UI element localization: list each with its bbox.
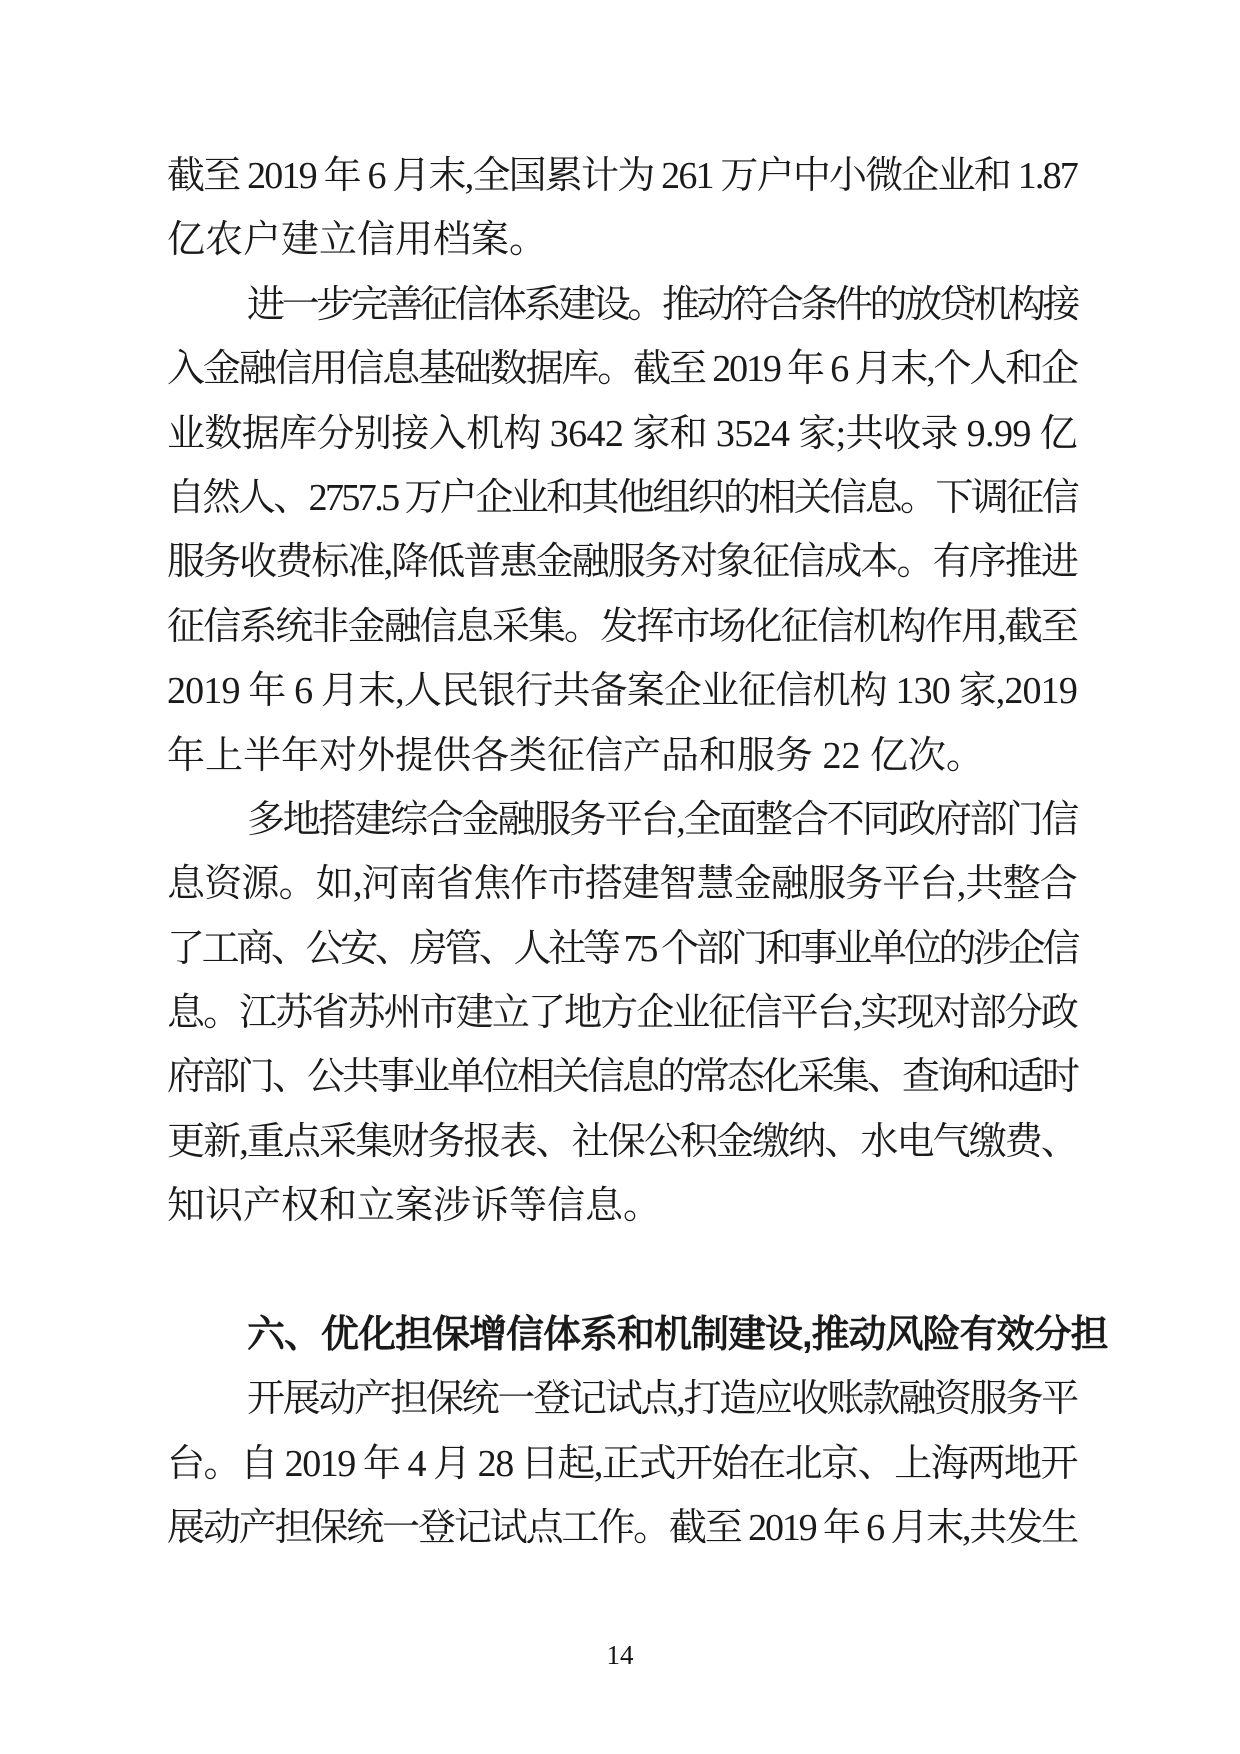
text-line	[167, 1496, 1077, 1560]
text-run: 截至 2019 年 6 月末,全国累计为 261 万户中小微企业和 1.87	[167, 155, 1077, 197]
text-run: 息。江苏省苏州市建立了地方企业征信平台,实现对部分政	[167, 992, 1077, 1035]
text-line	[167, 1174, 1077, 1238]
text-run: 年上半年对外提供各类征信产品和服务 22 亿次。	[167, 734, 985, 777]
text-line	[167, 917, 1077, 981]
text-run: 进一步完善征信体系建设。推动符合条件的放贷机构接	[247, 283, 1077, 326]
text-run: 自然人、2757.5 万户企业和其他组织的相关信息。下调征信	[167, 476, 1077, 519]
text-line	[167, 724, 1077, 788]
document-body	[167, 144, 1108, 1561]
text-line	[167, 337, 1077, 401]
paragraph	[167, 788, 1077, 1239]
text-line	[167, 659, 1077, 723]
text-line	[167, 1367, 1077, 1431]
text-run: 多地搭建综合金融服务平台,全面整合不同政府部门信	[247, 798, 1077, 841]
text-line	[167, 273, 1077, 337]
text-run: 六、优化担保增信体系和机制建设,推动风险有效分担	[247, 1314, 1108, 1357]
text-run: 息资源。如,河南省焦作市搭建智慧金融服务平台,共整合	[167, 863, 1077, 906]
section	[167, 1303, 1108, 1367]
text-run: 了工商、公安、房管、人社等 75 个部门和事业单位的涉企信	[167, 927, 1077, 970]
text-line	[167, 595, 1077, 659]
text-line	[167, 1432, 1077, 1496]
text-run: 入金融信用信息基础数据库。截至 2019 年 6 月末,个人和企	[167, 348, 1077, 391]
text-run: 展动产担保统一登记试点工作。截至 2019 年 6 月末,共发生	[167, 1507, 1077, 1550]
text-line	[167, 981, 1077, 1045]
text-run: 业数据库分别接入机构 3642 家和 3524 家;共收录 9.99 亿	[167, 412, 1077, 455]
text-line	[167, 144, 1077, 208]
text-run: 征信系统非金融信息采集。发挥市场化征信机构作用,截至	[167, 605, 1077, 648]
section-heading	[167, 1303, 1108, 1367]
text-line	[167, 788, 1077, 852]
text-run: 台。自 2019 年 4 月 28 日起,正式开始在北京、上海两地开	[167, 1442, 1077, 1485]
paragraph	[167, 1367, 1077, 1560]
text-run: 服务收费标准,降低普惠金融服务对象征信成本。有序推进	[167, 541, 1077, 584]
page-number: 14	[606, 1640, 634, 1670]
text-line	[167, 530, 1077, 594]
text-run: 亿农户建立信用档案。	[167, 219, 548, 262]
text-line	[167, 466, 1077, 530]
text-line	[167, 852, 1077, 916]
text-run: 府部门、公共事业单位相关信息的常态化采集、查询和适时	[167, 1056, 1077, 1099]
paragraph	[167, 273, 1077, 788]
text-line	[167, 208, 1077, 272]
text-run: 2019 年 6 月末,人民银行共备案企业征信机构 130 家,2019	[167, 670, 1077, 713]
text-line	[167, 402, 1077, 466]
text-run: 开展动产担保统一登记试点,打造应收账款融资服务平	[247, 1378, 1077, 1421]
text-run: 更新,重点采集财务报表、社保公积金缴纳、水电气缴费、	[167, 1120, 1077, 1163]
text-run: 知识产权和立案涉诉等信息。	[167, 1185, 662, 1228]
text-line	[167, 1045, 1077, 1109]
text-line	[167, 1110, 1077, 1174]
paragraph	[167, 144, 1077, 273]
